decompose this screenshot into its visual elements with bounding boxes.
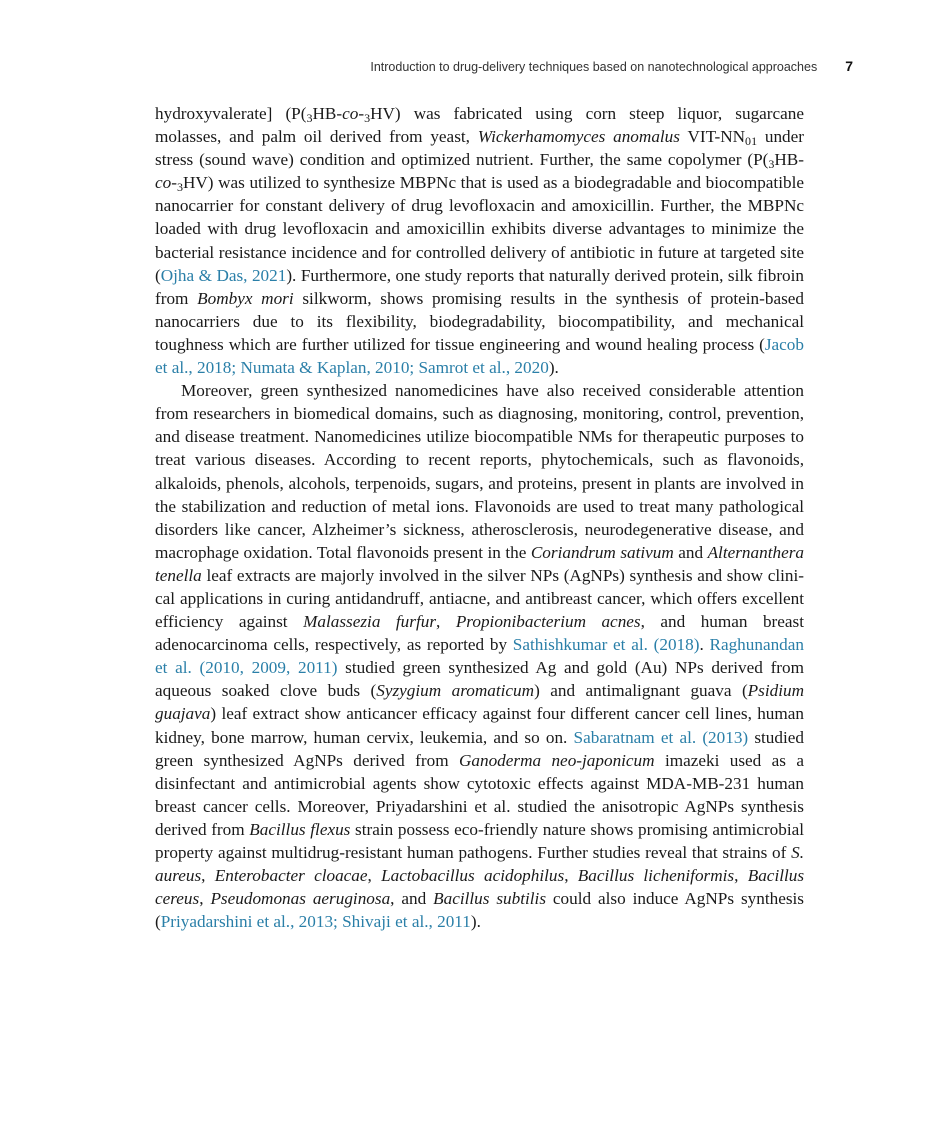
- text-run: ,: [734, 866, 748, 886]
- text-run: ).: [470, 912, 481, 932]
- text-run: and: [673, 542, 708, 562]
- species-name: Bacillus licheniformis: [577, 866, 735, 886]
- citation-link[interactable]: Raghunandan et al. (2010, 2009, 2011): [155, 635, 804, 678]
- species-name: Coriandrum sativum: [530, 542, 674, 562]
- text-run: ,: [201, 866, 215, 886]
- paragraph-1: [155, 102, 804, 379]
- body-text: [155, 102, 804, 933]
- text-run: Moreover, green synthesized nanomedicines have also received considerable attention from researchers in biomedical domains, such as diagnosing, monitoring, control, prevention, and disease treatment. Nanomedicines utilize biocompatible NMs for therapeutic purposes to treat various diseases. According to recent reports, phytochemicals, such as flavonoids, alkaloids, phenols, alcohols, terpenoids, sugars, and proteins, present in plants are involved in the stabilization and reduction of metal ions. Flavonoids are used to treat many pathological disorders like cancer, Alzheimer’s sickness, atherosclerosis, neurodegenerative disease, and macrophage oxidation. Total flavonoids present in the: [155, 381, 804, 562]
- species-name: Bacillus subtilis: [433, 889, 547, 909]
- species-name: Wickerhamomyces anomalus: [477, 127, 680, 147]
- text-run: ,: [199, 889, 211, 909]
- citation-link[interactable]: Ojha & Das, 2021: [160, 265, 287, 285]
- citation-link[interactable]: Jacob et al., 2018; Numata & Kaplan, 2010; Samrot et al., 2020: [155, 334, 804, 378]
- species-name: S. aureus: [155, 843, 804, 886]
- text-run: .: [699, 635, 710, 655]
- text-run: HV) was utilized to synthesize MBPNc that is used as a biodegradable and biocompatible nanocarrier for constant delivery of drug levofloxacin and amoxicillin. Further, the MBPNc loaded with drug levofloxacin and amoxicillin exhibits diverse advantages to minimize the bacterial resistance incidence and for controlled delivery of antibiotic in future at targeted site (: [155, 173, 804, 285]
- text-run: ) leaf extract show anticancer efficacy against four different cancer cell lines, human kidney, bone marrow, human cervix, leukemia, and so on.: [155, 704, 804, 747]
- citation-link[interactable]: Priyadarshini et al., 2013; Shivaji et al., 2011: [160, 912, 471, 932]
- page-number: 7: [845, 58, 853, 74]
- text-run: ) and antimalignant guava (: [534, 681, 748, 701]
- subscript: 3: [306, 111, 313, 125]
- text-run: HB-: [774, 150, 804, 170]
- species-name: Enterobacter cloacae: [214, 866, 368, 886]
- running-header: [155, 58, 853, 74]
- italic-text: co: [155, 173, 172, 193]
- subscript: 3: [176, 180, 183, 195]
- italic-text: co: [342, 104, 359, 123]
- text-run: VIT-NN: [679, 127, 746, 147]
- text-run: under stress (sound wave) condition and optimized nutrient. Further, the same copolymer (P(: [155, 127, 804, 170]
- text-run: strain possess eco-friendly nature shows promising antimicrobial property against multidrug-resistant human pathogens. Further studies reveal that strains of: [155, 819, 805, 862]
- paragraph-2: [155, 379, 804, 933]
- species-name: Lactobacillus acidophilus: [381, 866, 565, 886]
- subscript: 3: [768, 157, 775, 172]
- species-name: Bacillus cereus: [155, 866, 805, 909]
- citation-link[interactable]: Sathishkumar et al. (2018): [512, 635, 700, 655]
- species-name: Alternanthera tenella: [155, 542, 804, 585]
- text-run: -: [358, 104, 365, 123]
- text-run: studied green synthesized Ag and gold (Au) NPs derived from aqueous soaked clove buds (: [155, 658, 804, 701]
- text-run: ,: [564, 866, 578, 886]
- text-run: ,: [436, 612, 456, 632]
- text-run: -: [171, 173, 177, 193]
- subscript: 01: [745, 134, 758, 149]
- text-run: could also induce AgNPs synthesis (: [155, 889, 804, 932]
- subscript: 3: [364, 111, 371, 125]
- text-run: HB-: [312, 104, 343, 123]
- text-run: , and human breast adenocarcinoma cells, respectively, as reported by: [155, 612, 805, 655]
- species-name: Propionibacterium acnes: [455, 612, 641, 632]
- species-name: Malassezia furfur: [303, 612, 437, 632]
- text-run: , and: [390, 889, 434, 909]
- text-run: leaf extracts are majorly involved in the silver NPs (AgNPs) synthesis and show clinical applications in curing antidandruff, antiacne, and antibreast cancer, which offers excellent efficiency against: [155, 565, 804, 632]
- text-run: ,: [367, 866, 382, 886]
- species-name: Psidium guajava: [155, 681, 805, 724]
- running-title: Introduction to drug-delivery techniques based on nanotechnological approaches: [370, 60, 818, 74]
- text-run: HV) was fabricated using corn steep liquor, sugarcane molasses, and palm oil derived from yeast,: [155, 104, 804, 147]
- species-name: Ganoderma neo-japonicum: [458, 750, 655, 770]
- text-run: hydroxyvalerate] (P(: [155, 104, 307, 123]
- species-name: Pseudomonas aeruginosa: [210, 889, 391, 909]
- citation-link[interactable]: Sabaratnam et al. (2013): [573, 727, 749, 747]
- species-name: Syzygium aromaticum: [376, 681, 535, 701]
- species-name: Bombyx mori: [197, 288, 294, 308]
- species-name: Bacillus flexus: [249, 819, 351, 839]
- text-run: studied green synthesized AgNPs derived from: [155, 727, 804, 770]
- text-run: ). Furthermore, one study reports that naturally derived protein, silk fibroin from: [155, 265, 805, 308]
- text-run: imazeki used as a disinfectant and antimicrobial agents show cytotoxic effects against MDA-MB-231 human breast cancer cells. Moreover, Priyadarshini et al. studied the anisotropic AgNPs synthesis derived from: [155, 750, 804, 839]
- text-run: ).: [548, 358, 559, 378]
- text-run: silkworm, shows promising results in the synthesis of protein-based nanocarriers due to its flexibility, biodegradability, biocompatibility, and mechanical toughness which are further utilized for tissue engineering and wound healing process (: [155, 288, 804, 354]
